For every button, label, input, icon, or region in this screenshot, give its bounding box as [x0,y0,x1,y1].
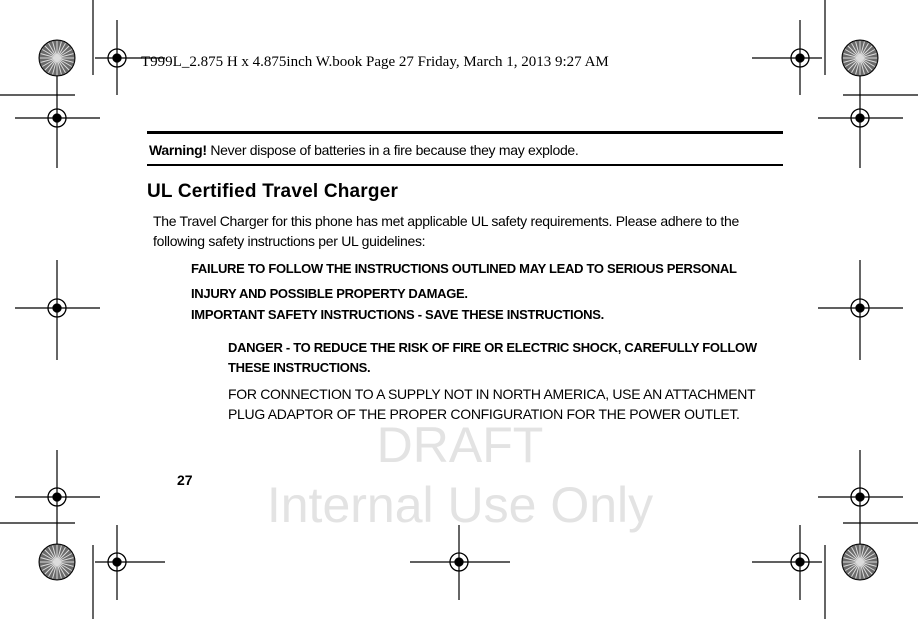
warning-label: Warning! [149,142,207,158]
warning-text [149,142,579,158]
intro-paragraph: The Travel Charger for this phone has met applicable UL safety requirements. Please adhere to the following safety instructions per UL guidelines: [153,213,739,249]
important-notice: IMPORTANT SAFETY INSTRUCTIONS - SAVE THESE INSTRUCTIONS. [191,307,604,322]
warning-box [147,131,783,166]
connection-notice: FOR CONNECTION TO A SUPPLY NOT IN NORTH AMERICA, USE AN ATTACHMENT PLUG ADAPTOR OF THE PROPER CONFIGURATION FOR THE POWER OUTLET. [228,386,756,422]
warning-message: Never dispose of batteries in a fire because they may explode. [206,142,579,158]
watermark-line-draft: DRAFT [376,417,544,473]
danger-notice: DANGER - TO REDUCE THE RISK OF FIRE OR ELECTRIC SHOCK, CAREFULLY FOLLOW THESE INSTRUCTIONS. [228,340,757,375]
section-heading: UL Certified Travel Charger [147,181,399,202]
watermark-line-internal: Internal Use Only [266,477,654,533]
book-header-info: T999L_2.875 H x 4.875inch W.book Page 27 Friday, March 1, 2013 9:27 AM [141,54,609,70]
failure-notice: FAILURE TO FOLLOW THE INSTRUCTIONS OUTLINED MAY LEAD TO SERIOUS PERSONAL INJURY AND POSSIBLE PROPERTY DAMAGE. [191,261,737,301]
page-number: 27 [177,472,193,488]
